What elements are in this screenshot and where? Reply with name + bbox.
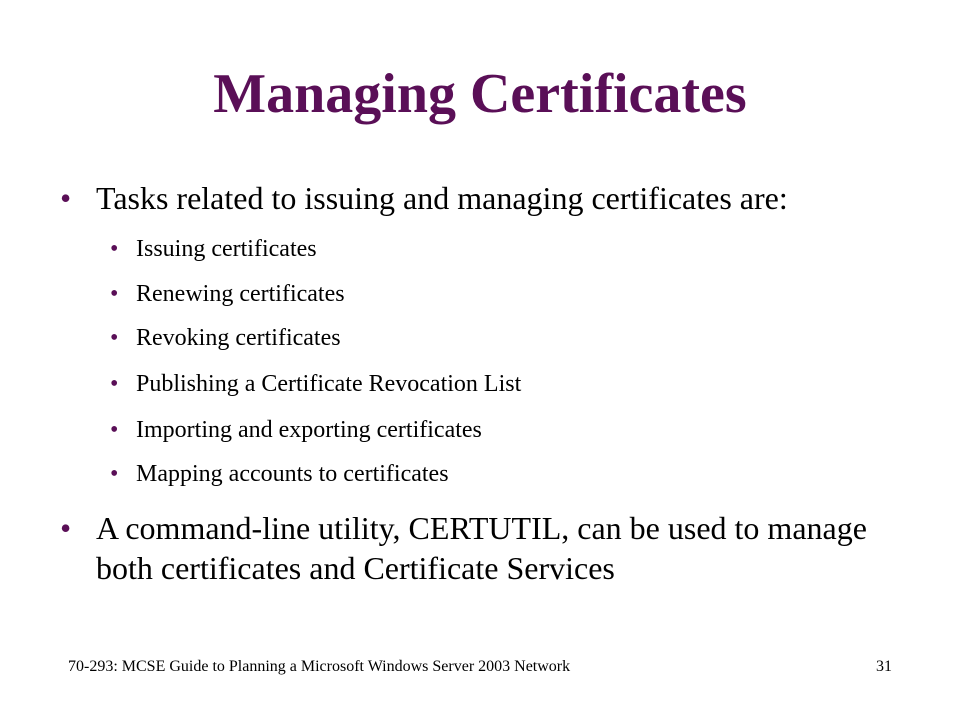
bullet-item-level1 xyxy=(60,508,896,588)
bullet-dot-icon: • xyxy=(110,461,119,487)
bullet-text: A command-line utility, CERTUTIL, can be used to manage both certificates and Certificate Services xyxy=(96,510,867,586)
bullet-item-level2 xyxy=(110,416,482,444)
bullet-text: Renewing certificates xyxy=(136,281,345,307)
bullet-text: Issuing certificates xyxy=(136,236,317,262)
bullet-text: Tasks related to issuing and managing certificates are: xyxy=(96,180,788,216)
bullet-item-level2 xyxy=(110,235,317,263)
bullet-dot-icon: • xyxy=(110,325,119,351)
bullet-item-level2 xyxy=(110,280,345,308)
bullet-item-level1 xyxy=(60,180,788,216)
bullet-dot-icon: • xyxy=(60,510,72,546)
bullet-item-level2 xyxy=(110,370,522,398)
bullet-dot-icon: • xyxy=(110,417,119,443)
slide-title: Managing Certificates xyxy=(213,63,747,125)
bullet-text: Publishing a Certificate Revocation List xyxy=(136,371,522,397)
bullet-text: Revoking certificates xyxy=(136,325,341,351)
bullet-dot-icon: • xyxy=(110,371,119,397)
bullet-dot-icon: • xyxy=(60,180,72,216)
page-number: 31 xyxy=(876,658,892,675)
bullet-dot-icon: • xyxy=(110,236,119,262)
bullet-dot-icon: • xyxy=(110,281,119,307)
bullet-item-level2 xyxy=(110,324,341,352)
bullet-text: Mapping accounts to certificates xyxy=(136,461,449,487)
bullet-text: Importing and exporting certificates xyxy=(136,417,482,443)
bullet-item-level2 xyxy=(110,460,449,488)
footer-course-title: 70-293: MCSE Guide to Planning a Microsoft Windows Server 2003 Network xyxy=(68,658,571,675)
